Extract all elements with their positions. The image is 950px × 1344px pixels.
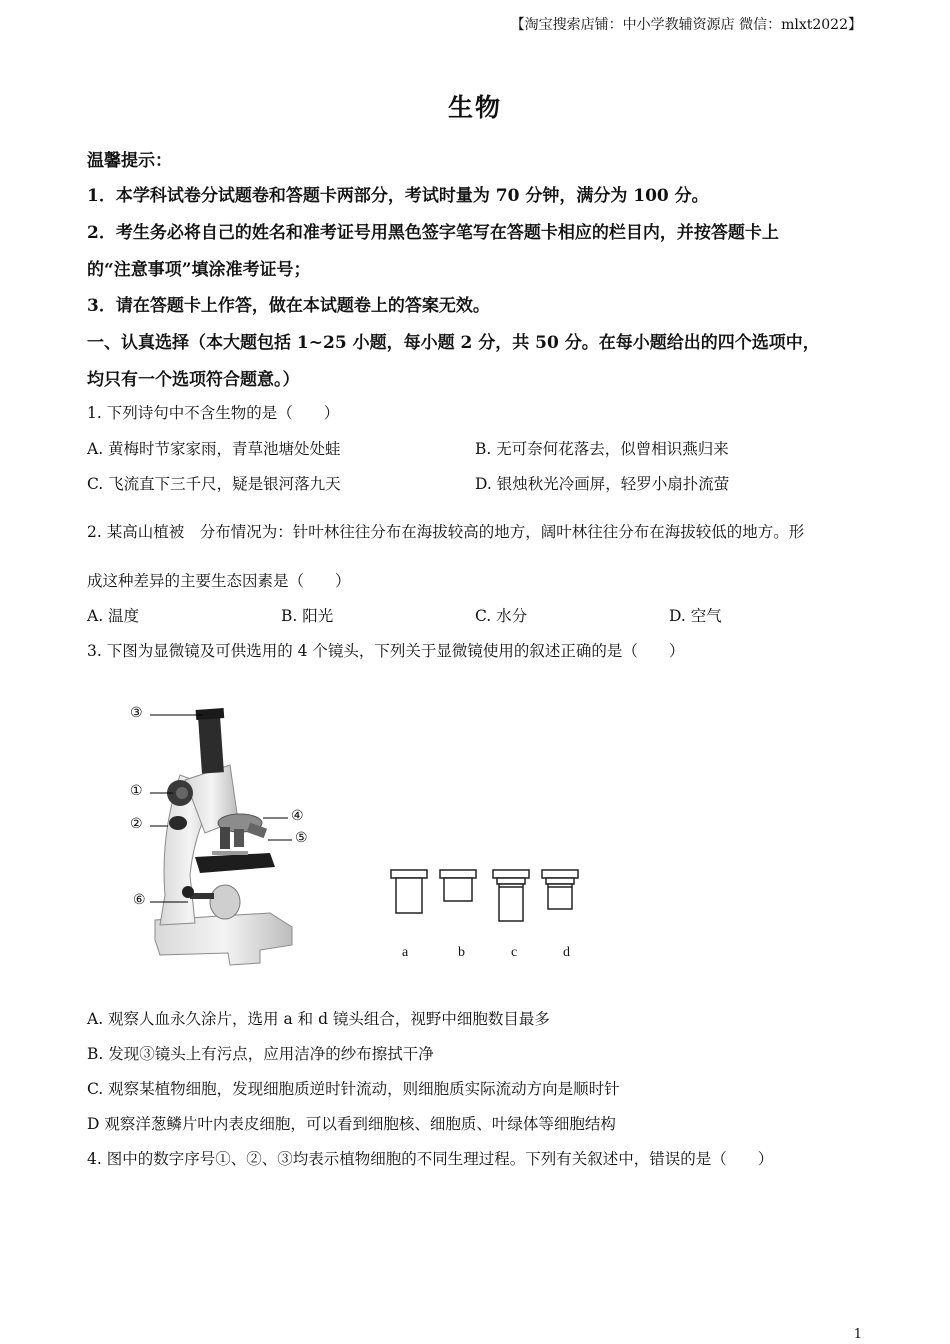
callout-label-2: ② bbox=[130, 817, 143, 832]
callout-label-1: ① bbox=[130, 784, 143, 799]
q3-option-b: B. 发现③镜头上有污点，应用洁净的纱布擦拭干净 bbox=[87, 1045, 434, 1063]
q3-option-d: D 观察洋葱鳞片叶内表皮细胞，可以看到细胞核、细胞质、叶绿体等细胞结构 bbox=[87, 1115, 616, 1133]
tips-item-3: 3．请在答题卡上作答，做在本试题卷上的答案无效。 bbox=[87, 296, 490, 316]
lens-label-a: a bbox=[402, 945, 409, 960]
page-title: 生物 bbox=[447, 93, 502, 122]
q1-option-a: A. 黄梅时节家家雨，青草池塘处处蛙 bbox=[87, 440, 341, 458]
page-number: 1 bbox=[853, 1327, 862, 1342]
q3-option-c: C. 观察某植物细胞，发现细胞质逆时针流动，则细胞质实际流动方向是顺时针 bbox=[87, 1080, 620, 1098]
callout-label-6: ⑥ bbox=[133, 893, 146, 908]
tips-item-1: 1．本学科试卷分试题卷和答题卡两部分，考试时量为 70 分钟，满分为 100 分。 bbox=[87, 186, 709, 206]
q4-stem: 4. 图中的数字序号①、②、③均表示植物细胞的不同生理过程。下列有关叙述中，错误的是（ ） bbox=[87, 1150, 774, 1168]
q2-option-d: D. 空气 bbox=[669, 607, 722, 625]
lens-label-d: d bbox=[563, 945, 570, 960]
callout-label-5: ⑤ bbox=[295, 831, 308, 846]
header-note: 【淘宝搜索店铺：中小学教辅资源店 微信：mlxt2022】 bbox=[510, 17, 862, 33]
tips-item-2-line-1: 2．考生务必将自己的姓名和准考证号用黑色签字笔写在答题卡相应的栏目内，并按答题卡上 bbox=[87, 223, 779, 243]
q2-option-c: C. 水分 bbox=[475, 607, 528, 625]
q2-option-b: B. 阳光 bbox=[281, 607, 334, 625]
tips-item-2-line-2: 的“注意事项”填涂准考证号； bbox=[87, 260, 311, 280]
q3-stem: 3. 下图为显微镜及可供选用的 4 个镜头，下列关于显微镜使用的叙述正确的是（ ） bbox=[87, 642, 685, 660]
q1-stem: 1. 下列诗句中不含生物的是（ ） bbox=[87, 404, 340, 422]
q1-option-c: C. 飞流直下三千尺，疑是银河落九天 bbox=[87, 475, 341, 493]
section-1-heading-line-1: 一、认真选择（本大题包括 1~25 小题，每小题 2 分，共 50 分。在每小题给出的四个选项中， bbox=[87, 333, 820, 353]
q2-option-a: A. 温度 bbox=[87, 607, 140, 625]
lens-label-b: b bbox=[458, 945, 465, 960]
q3-option-a: A. 观察人血永久涂片，选用 a 和 d 镜头组合，视野中细胞数目最多 bbox=[87, 1010, 550, 1028]
q1-option-d: D. 银烛秋光冷画屏，轻罗小扇扑流萤 bbox=[475, 475, 730, 493]
callout-label-4: ④ bbox=[291, 809, 304, 824]
callout-lines bbox=[128, 700, 318, 915]
q2-stem-line-2: 成这种差异的主要生态因素是（ ） bbox=[87, 572, 351, 590]
q1-option-b: B. 无可奈何花落去，似曾相识燕归来 bbox=[475, 440, 729, 458]
callout-label-3: ③ bbox=[130, 706, 143, 721]
section-1-heading-line-2: 均只有一个选项符合题意。） bbox=[87, 370, 300, 390]
lens-label-c: c bbox=[511, 945, 518, 960]
q2-stem-line-1: 2. 某高山植被 分布情况为：针叶林往往分布在海拔较高的地方，阔叶林往往分布在海拔较低的地方。形 bbox=[87, 523, 805, 541]
lens-figure bbox=[385, 865, 590, 935]
tips-heading: 温馨提示： bbox=[87, 151, 172, 171]
